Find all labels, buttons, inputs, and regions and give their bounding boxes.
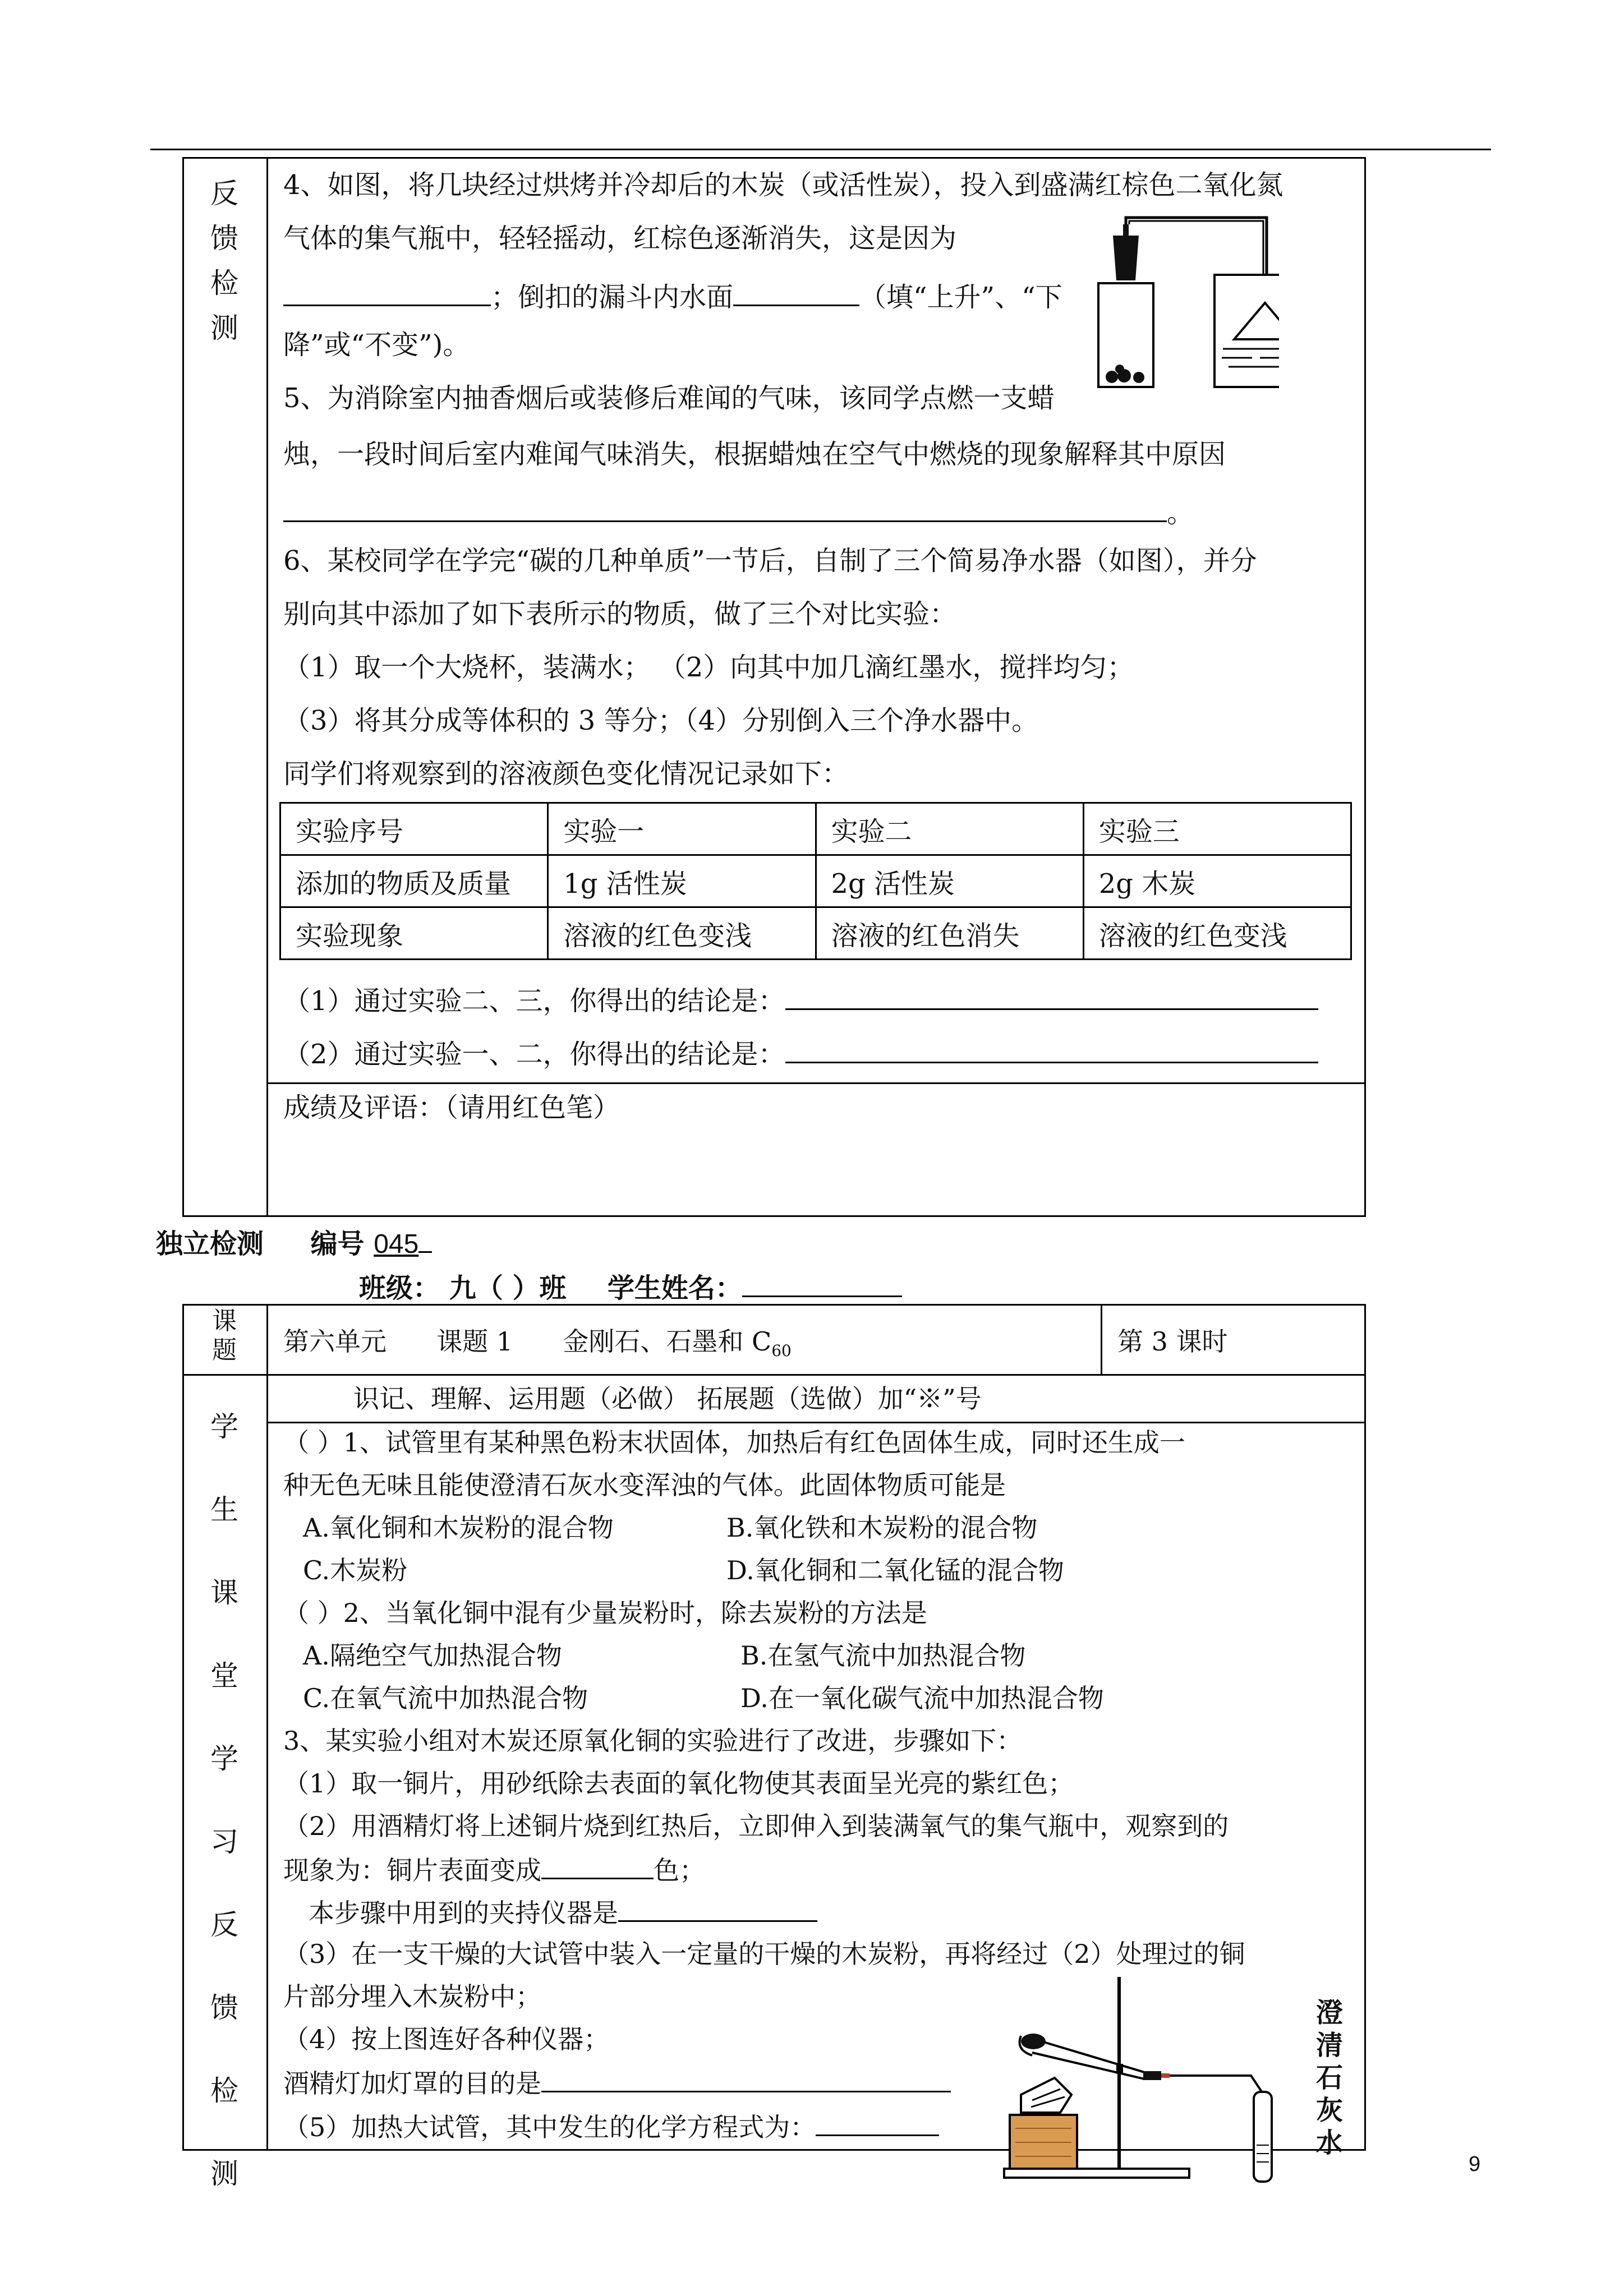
q5-line1: 5、为消除室内抽香烟后或装修后难闻的气味，该同学点燃一支蜡 [283,382,1055,414]
topic-text: 金刚石、石墨和 C [563,1326,772,1357]
side-label [182,171,266,351]
label-char: 清 [1315,2030,1343,2061]
student-name-field[interactable] [742,1269,902,1297]
conclusion-1 [283,981,1318,1018]
table-cell: 溶液的红色消失 [816,907,1083,960]
q3-step2a: （2）用酒精灯将上述铜片烧到红热后，立即伸入到装满氧气的集气瓶中，观察到的 [283,1811,1229,1841]
table-cell: 添加的物质及质量 [280,855,548,907]
table-divider [266,1082,1366,1084]
grade-comment-label: 成绩及评语：（请用红色笔） [283,1092,620,1123]
q4-line4: 降”或“不变”)。 [283,329,470,361]
q5-line2: 烛，一段时间后室内难闻气味消失，根据蜡烛在空气中燃烧的现象解释其中原因 [283,439,1226,470]
header-title: 独立检测 [156,1228,264,1260]
header-rule [150,149,1491,150]
lesson-title [283,1325,792,1368]
side-char: 学 [210,1410,238,1443]
side-char: 堂 [210,1659,238,1692]
table-row [280,803,1351,855]
q3-step3a: （3）在一支干燥的大试管中装入一定量的干燥的木炭粉，再将经过（2）处理过的铜 [283,1939,1245,1969]
side-char: 习 [210,1825,238,1858]
independent-test-header [156,1227,432,1261]
topic-subscript: 60 [771,1341,792,1361]
q3-text: （5）加热大试管，其中发生的化学方程式为： [283,2112,816,2142]
q1-line1: （ ）1、试管里有某种黑色粉末状固体，加热后有红色固体生成，同时还生成一 [283,1427,1185,1458]
q2-option-d: D.在一氧化碳气流中加热混合物 [740,1683,1104,1713]
table-cell: 1g 活性炭 [548,855,816,907]
conclusion-text: （1）通过实验二、三，你得出的结论是： [283,985,785,1017]
q6-line3: （1）取一个大烧杯，装满水； （2）向其中加几滴红墨水，搅拌均匀； [283,652,1134,683]
lime-water-label [1310,1997,1349,2159]
q3-step3b: 片部分埋入木炭粉中； [283,1981,541,2012]
table-divider [266,157,268,1217]
q5-period: 。 [1167,497,1194,529]
q3-text: 本步骤中用到的夹持仪器是 [309,1898,618,1928]
class-value: 九（ ）班 [449,1273,567,1304]
side-char: 学 [210,1742,238,1775]
q1-line2: 种无色无味且能使澄清石灰水变浑浊的气体。此固体物质可能是 [283,1470,1006,1500]
q1-option-b: B.氧化铁和木炭粉的混合物 [726,1513,1038,1543]
gas-jar-funnel-figure [1094,213,1279,393]
side-label [182,1385,266,2215]
q4-line1: 4、如图，将几块经过烘烤并冷却后的木炭（或活性炭），投入到盛满红棕色二氧化氮 [283,169,1283,201]
q3-step5 [283,2110,939,2143]
answer-blank[interactable] [733,278,859,306]
q3-text: 现象为：铜片表面变成 [283,1855,541,1885]
q2-option-a: A.隔绝空气加热混合物 [303,1640,562,1671]
table-divider [266,1304,268,2151]
table-cell: 实验二 [816,803,1083,855]
class-label: 班级： [359,1273,440,1304]
table-cell: 溶液的红色变浅 [1083,907,1351,960]
q2-line1: （ ）2、当氧化铜中混有少量炭粉时，除去炭粉的方法是 [283,1598,927,1628]
table-divider [1101,1304,1102,1374]
table-cell: 实验一 [548,803,816,855]
q1-option-d: D.氧化铜和二氧化锰的混合物 [726,1555,1064,1585]
label-char: 石 [1315,2062,1343,2094]
q3-step2b [283,1853,705,1886]
q1-option-c: C.木炭粉 [303,1555,408,1585]
table-row [280,855,1351,907]
q6-line1: 6、某校同学在学完“碳的几种单质”一节后，自制了三个简易净水器（如图），并分 [283,545,1257,577]
experiment-table [279,802,1352,960]
topic-label [182,1307,266,1365]
side-char: 馈 [210,1991,238,2024]
table-cell: 实验三 [1083,803,1351,855]
lesson-period: 第 3 课时 [1117,1326,1228,1357]
answer-blank[interactable] [283,494,1167,522]
q3-step4b [283,2066,951,2099]
q3-text: 色； [654,1855,705,1885]
q4-text: ；倒扣的漏斗内水面 [491,282,734,313]
side-char: 反 [210,1908,238,1941]
carbon-reduction-apparatus-figure [999,1960,1346,2190]
table-row [280,907,1351,960]
side-char: 检 [210,2074,238,2107]
student-name-label: 学生姓名： [607,1273,742,1304]
table-divider [182,1374,1366,1376]
label-char: 澄 [1315,1997,1343,2028]
q3-step4: （4）按上图连好各种仪器； [283,2024,610,2054]
label-char: 灰 [1315,2095,1343,2126]
q2-option-b: B.在氢气流中加热混合物 [740,1640,1026,1671]
q1-option-a: A.氧化铜和木炭粉的混合物 [303,1513,614,1543]
instruction-line: 识记、理解、运用题（必做） 拓展题（选做）加“※”号 [353,1384,982,1414]
q3-step1: （1）取一铜片，用砂纸除去表面的氧化物使其表面呈光亮的紫红色； [283,1768,1074,1799]
conclusion-text: （2）通过实验一、二，你得出的结论是： [283,1039,785,1070]
conclusion-2 [283,1035,1318,1071]
answer-blank[interactable] [283,278,491,306]
side-char: 题 [212,1336,237,1364]
q4-line2: 气体的集气瓶中，轻轻摇动，红棕色逐渐消失，这是因为 [283,223,957,254]
answer-blank[interactable] [785,981,1318,1010]
answer-blank[interactable] [785,1035,1318,1063]
table-divider [266,1422,1366,1423]
q6-line4: （3）将其分成等体积的 3 等分；（4）分别倒入三个净水器中。 [283,705,1039,736]
number-value: 045 [374,1229,419,1259]
side-char: 测 [210,312,238,344]
q6-line5: 同学们将观察到的溶液颜色变化情况记录如下： [283,758,849,790]
q4-text: （填“上升”、“下 [859,282,1062,313]
lesson-label: 课题 1 [436,1326,513,1357]
q6-line2: 别向其中添加了如下表所示的物质，做了三个对比实验： [283,598,957,630]
side-char: 课 [210,1576,238,1609]
q3-line1: 3、某实验小组对木炭还原氧化铜的实验进行了改进，步骤如下： [283,1726,1023,1756]
table-cell: 实验现象 [280,907,548,960]
unit-label: 第六单元 [283,1326,387,1357]
number-label: 编号 [310,1228,365,1260]
q5-answer-line [283,494,1194,530]
table-cell: 2g 活性炭 [816,855,1083,907]
class-student-header [359,1269,902,1305]
page-number: 9 [1469,2152,1481,2176]
side-char: 检 [210,267,238,299]
label-char: 水 [1315,2127,1343,2159]
side-char: 生 [210,1493,238,1526]
answer-blank[interactable] [541,1853,654,1879]
q3-text: 酒精灯加灯罩的目的是 [283,2068,541,2099]
answer-blank[interactable] [541,2066,951,2092]
table-cell: 2g 木炭 [1083,855,1351,907]
q3-step2c [309,1896,817,1929]
answer-blank[interactable] [618,1896,817,1922]
q4-line3 [283,278,1062,314]
side-char: 测 [210,2157,238,2190]
q2-option-c: C.在氧气流中加热混合物 [303,1683,588,1713]
side-char: 馈 [210,222,238,255]
side-char: 反 [210,177,238,210]
table-cell: 实验序号 [280,803,548,855]
side-char: 课 [212,1307,237,1335]
answer-blank[interactable] [816,2110,939,2136]
table-cell: 溶液的红色变浅 [548,907,816,960]
